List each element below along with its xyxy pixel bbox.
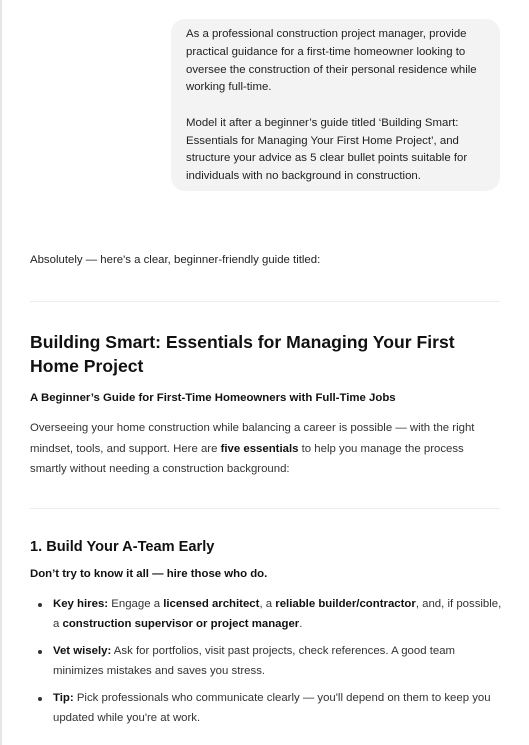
bullet-text: , and, if possible, a	[53, 598, 502, 630]
bullet-emphasis: licensed architect	[163, 598, 260, 610]
bullet-emphasis: construction supervisor or project manager	[62, 618, 300, 630]
bullet-dot	[38, 650, 42, 654]
guide-title: Building Smart: Essentials for Managing Your First Home Project	[30, 332, 455, 376]
bullet-text: .	[299, 618, 303, 630]
guide-lead-paragraph	[30, 418, 500, 480]
bullet-dot	[38, 697, 42, 701]
bullet-dot	[38, 603, 42, 607]
lead-text: Overseeing your home construction while balancing a career is possible — with the right mindset, tools, and support. Here are	[30, 422, 475, 455]
bullet-label: Tip:	[53, 692, 74, 704]
section-heading: 1. Build Your A-Team Early	[30, 539, 215, 555]
list-item	[30, 594, 505, 634]
assistant-intro: Absolutely — here's a clear, beginner-friendly guide titled:	[30, 254, 321, 266]
bullet-text: Pick professionals who communicate clearly — you'll depend on them to keep you updated while you're at work.	[53, 692, 491, 724]
bullet-label: Vet wisely:	[53, 645, 112, 657]
user-message-bubble	[171, 19, 500, 191]
bullet-list	[30, 594, 505, 735]
divider	[30, 508, 500, 509]
list-item	[30, 688, 505, 728]
bullet-emphasis: reliable builder/contractor	[275, 598, 416, 610]
guide-subtitle: A Beginner’s Guide for First-Time Homeowners with Full-Time Jobs	[30, 392, 396, 404]
lead-emphasis: five essentials	[220, 442, 299, 455]
lead-text: to help you manage the process smartly without needing a construction background:	[30, 442, 464, 475]
bullet-label: Key hires:	[53, 598, 109, 610]
sidebar-edge	[0, 0, 2, 745]
bullet-text: , a	[259, 598, 276, 610]
user-message-paragraph: As a professional construction project manager, provide practical guidance for a first-time homeowner looking to oversee the construction of their personal residence while working full-time.	[186, 28, 477, 94]
section-tagline: Don’t try to know it all — hire those who do.	[30, 568, 268, 580]
bullet-text: Ask for portfolios, visit past projects, check references. A good team minimizes mistakes and saves you stress.	[53, 645, 456, 677]
user-message-paragraph: Model it after a beginner’s guide titled ‘Building Smart: Essentials for Managing Your First Home Project’, and structure your advice as 5 clear bullet points suitable for individuals with no background in construction.	[186, 116, 468, 183]
list-item	[30, 641, 505, 681]
divider	[30, 301, 500, 302]
bullet-text: Engage a	[108, 598, 164, 610]
